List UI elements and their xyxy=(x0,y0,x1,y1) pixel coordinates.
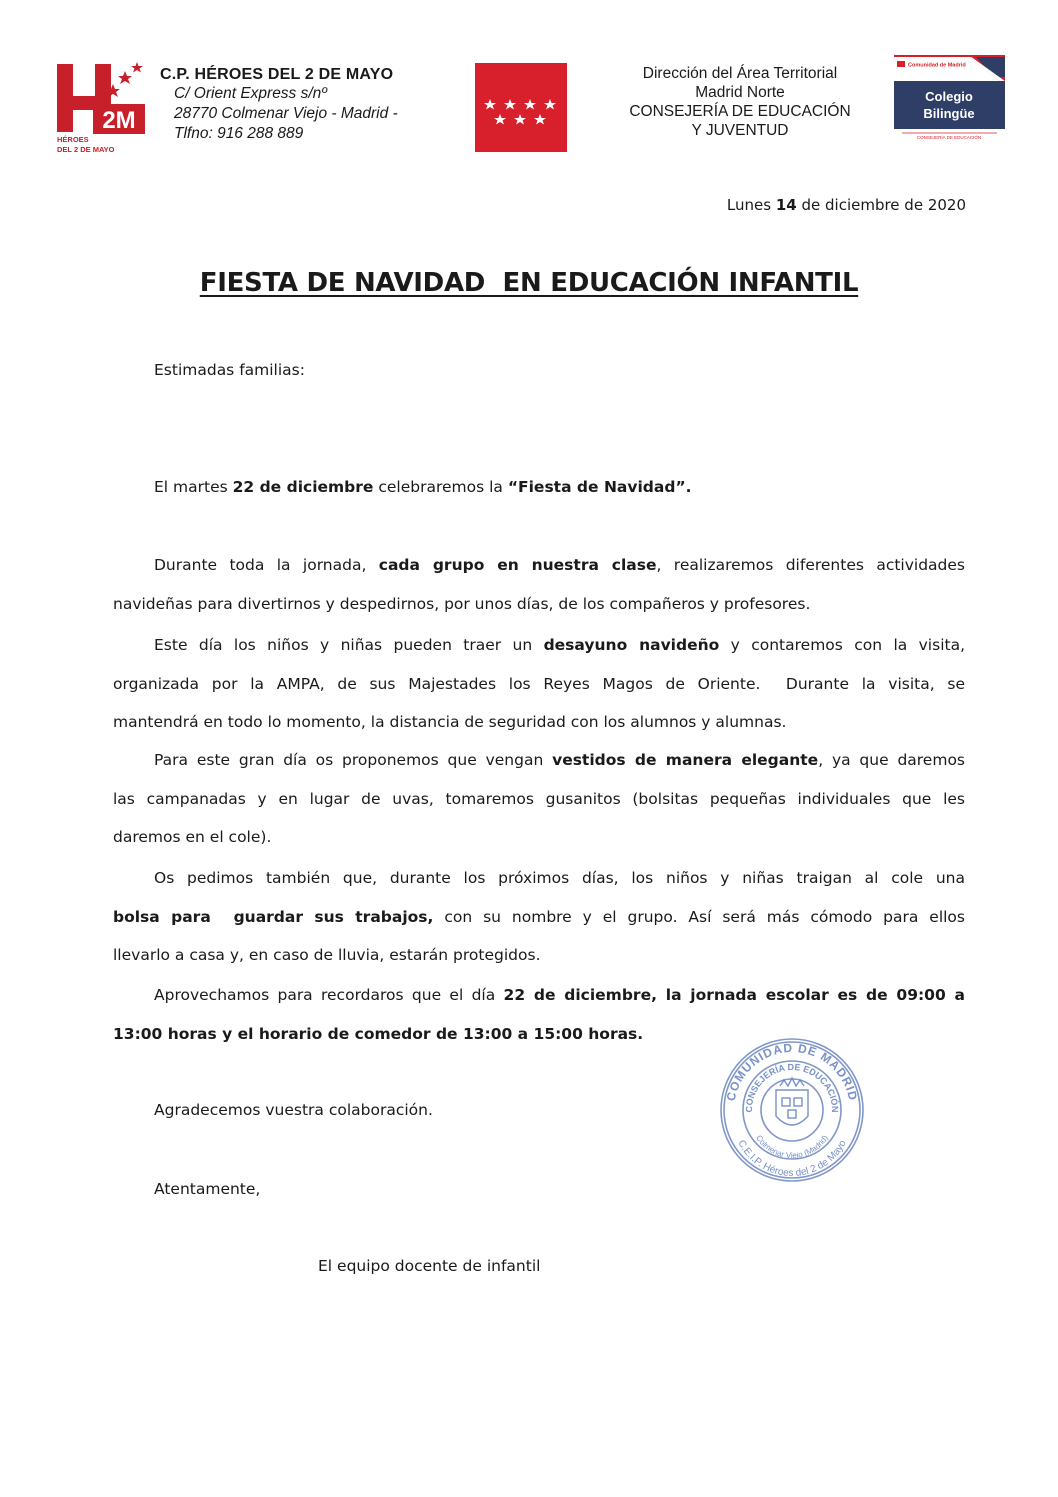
paragraph-6: Aprovechamos para recordaros que el día 22 de diciembre, la jornada escolar es de 09:00 a 13:00 horas y el horario de comedor de 13:00 a 15:00 horas. xyxy=(113,986,965,1043)
direction-line-3: CONSEJERÍA DE EDUCACIÓN xyxy=(629,103,851,120)
thanks-line: Agradecemos vuestra colaboración. xyxy=(154,1101,433,1119)
official-seal xyxy=(718,1036,866,1184)
signature-line: El equipo docente de infantil xyxy=(318,1257,541,1275)
seven-stars-icon xyxy=(475,63,567,152)
colegio-bilingue-logo xyxy=(894,55,1005,141)
greeting: Estimadas familias: xyxy=(154,361,305,379)
letter-date: Lunes 14 de diciembre de 2020 xyxy=(726,196,966,214)
school-name: C.P. HÉROES DEL 2 DE MAYO xyxy=(160,66,394,83)
bilingue-badge-icon xyxy=(894,55,1005,141)
school-info xyxy=(160,66,460,144)
h2m-logo-icon xyxy=(55,62,147,154)
direction-block xyxy=(600,64,880,140)
madrid-flag-logo xyxy=(475,63,567,152)
svg-text:Colmenar Viejo (Madrid): Colmenar Viejo (Madrid) xyxy=(754,1133,830,1161)
svg-text:CONSEJERÍA DE EDUCACIÓN: CONSEJERÍA DE EDUCACIÓN xyxy=(916,135,982,140)
paragraph-2: Durante toda la jornada, cada grupo en nuestra clase, realizaremos diferentes actividades navideñas para divertirnos y despedirnos, por unos días, de los compañeros y profesores. xyxy=(113,556,965,613)
school-address-1: C/ Orient Express s/nº xyxy=(174,85,327,102)
svg-text:Bilingüe: Bilingüe xyxy=(923,106,975,121)
direction-line-1: Dirección del Área Territorial xyxy=(642,65,838,82)
paragraph-5: Os pedimos también que, durante los próximos días, los niños y niñas traigan al cole una bolsa para guardar sus trabajos, con su nombre y el grupo. Así será más cómodo para ellos llevarlo a casa y, en caso de lluvia, estarán protegidos. xyxy=(113,869,965,964)
school-logo xyxy=(55,62,147,154)
paragraph-4: Para este gran día os proponemos que vengan vestidos de manera elegante, ya que daremos las campanadas y en lugar de uvas, tomaremos gusanitos (bolsitas pequeñas individuales que les daremos en el cole). xyxy=(113,751,966,846)
paragraph-3: Este día los niños y niñas pueden traer un desayuno navideño y contaremos con la visita, organizada por la AMPA, de sus Majestades los Reyes Magos de Oriente. Durante la visita, se mantendrá en todo lo momento, la distancia de seguridad con los alumnos y alumnas. xyxy=(113,636,966,731)
closing-line: Atentamente, xyxy=(154,1180,261,1198)
letter-title: FIESTA DE NAVIDAD EN EDUCACIÓN INFANTIL xyxy=(199,268,859,298)
svg-text:CONSEJERÍA DE EDUCACIÓN: CONSEJERÍA DE EDUCACIÓN xyxy=(743,1061,841,1113)
seal-stamp-icon xyxy=(718,1036,866,1184)
paragraph-1: El martes 22 de diciembre celebraremos la “Fiesta de Navidad”. xyxy=(154,478,692,496)
svg-text:DEL 2 DE MAYO: DEL 2 DE MAYO xyxy=(57,145,115,154)
svg-text:Comunidad de Madrid: Comunidad de Madrid xyxy=(908,62,966,69)
svg-text:C.E.I.P. Héroes del 2 de Mayo: C.E.I.P. Héroes del 2 de Mayo xyxy=(735,1138,849,1180)
direction-line-2: Madrid Norte xyxy=(695,84,785,101)
school-address-2: 28770 Colmenar Viejo - Madrid - xyxy=(174,105,398,122)
direction-line-4: Y JUVENTUD xyxy=(691,122,789,139)
svg-text:Colegio: Colegio xyxy=(925,89,973,104)
svg-text:HÉROES: HÉROES xyxy=(57,135,89,144)
school-phone: Tlfno: 916 288 889 xyxy=(174,125,304,142)
svg-text:COMUNIDAD DE MADRID: COMUNIDAD DE MADRID xyxy=(723,1040,861,1103)
svg-text:2M: 2M xyxy=(102,107,136,134)
